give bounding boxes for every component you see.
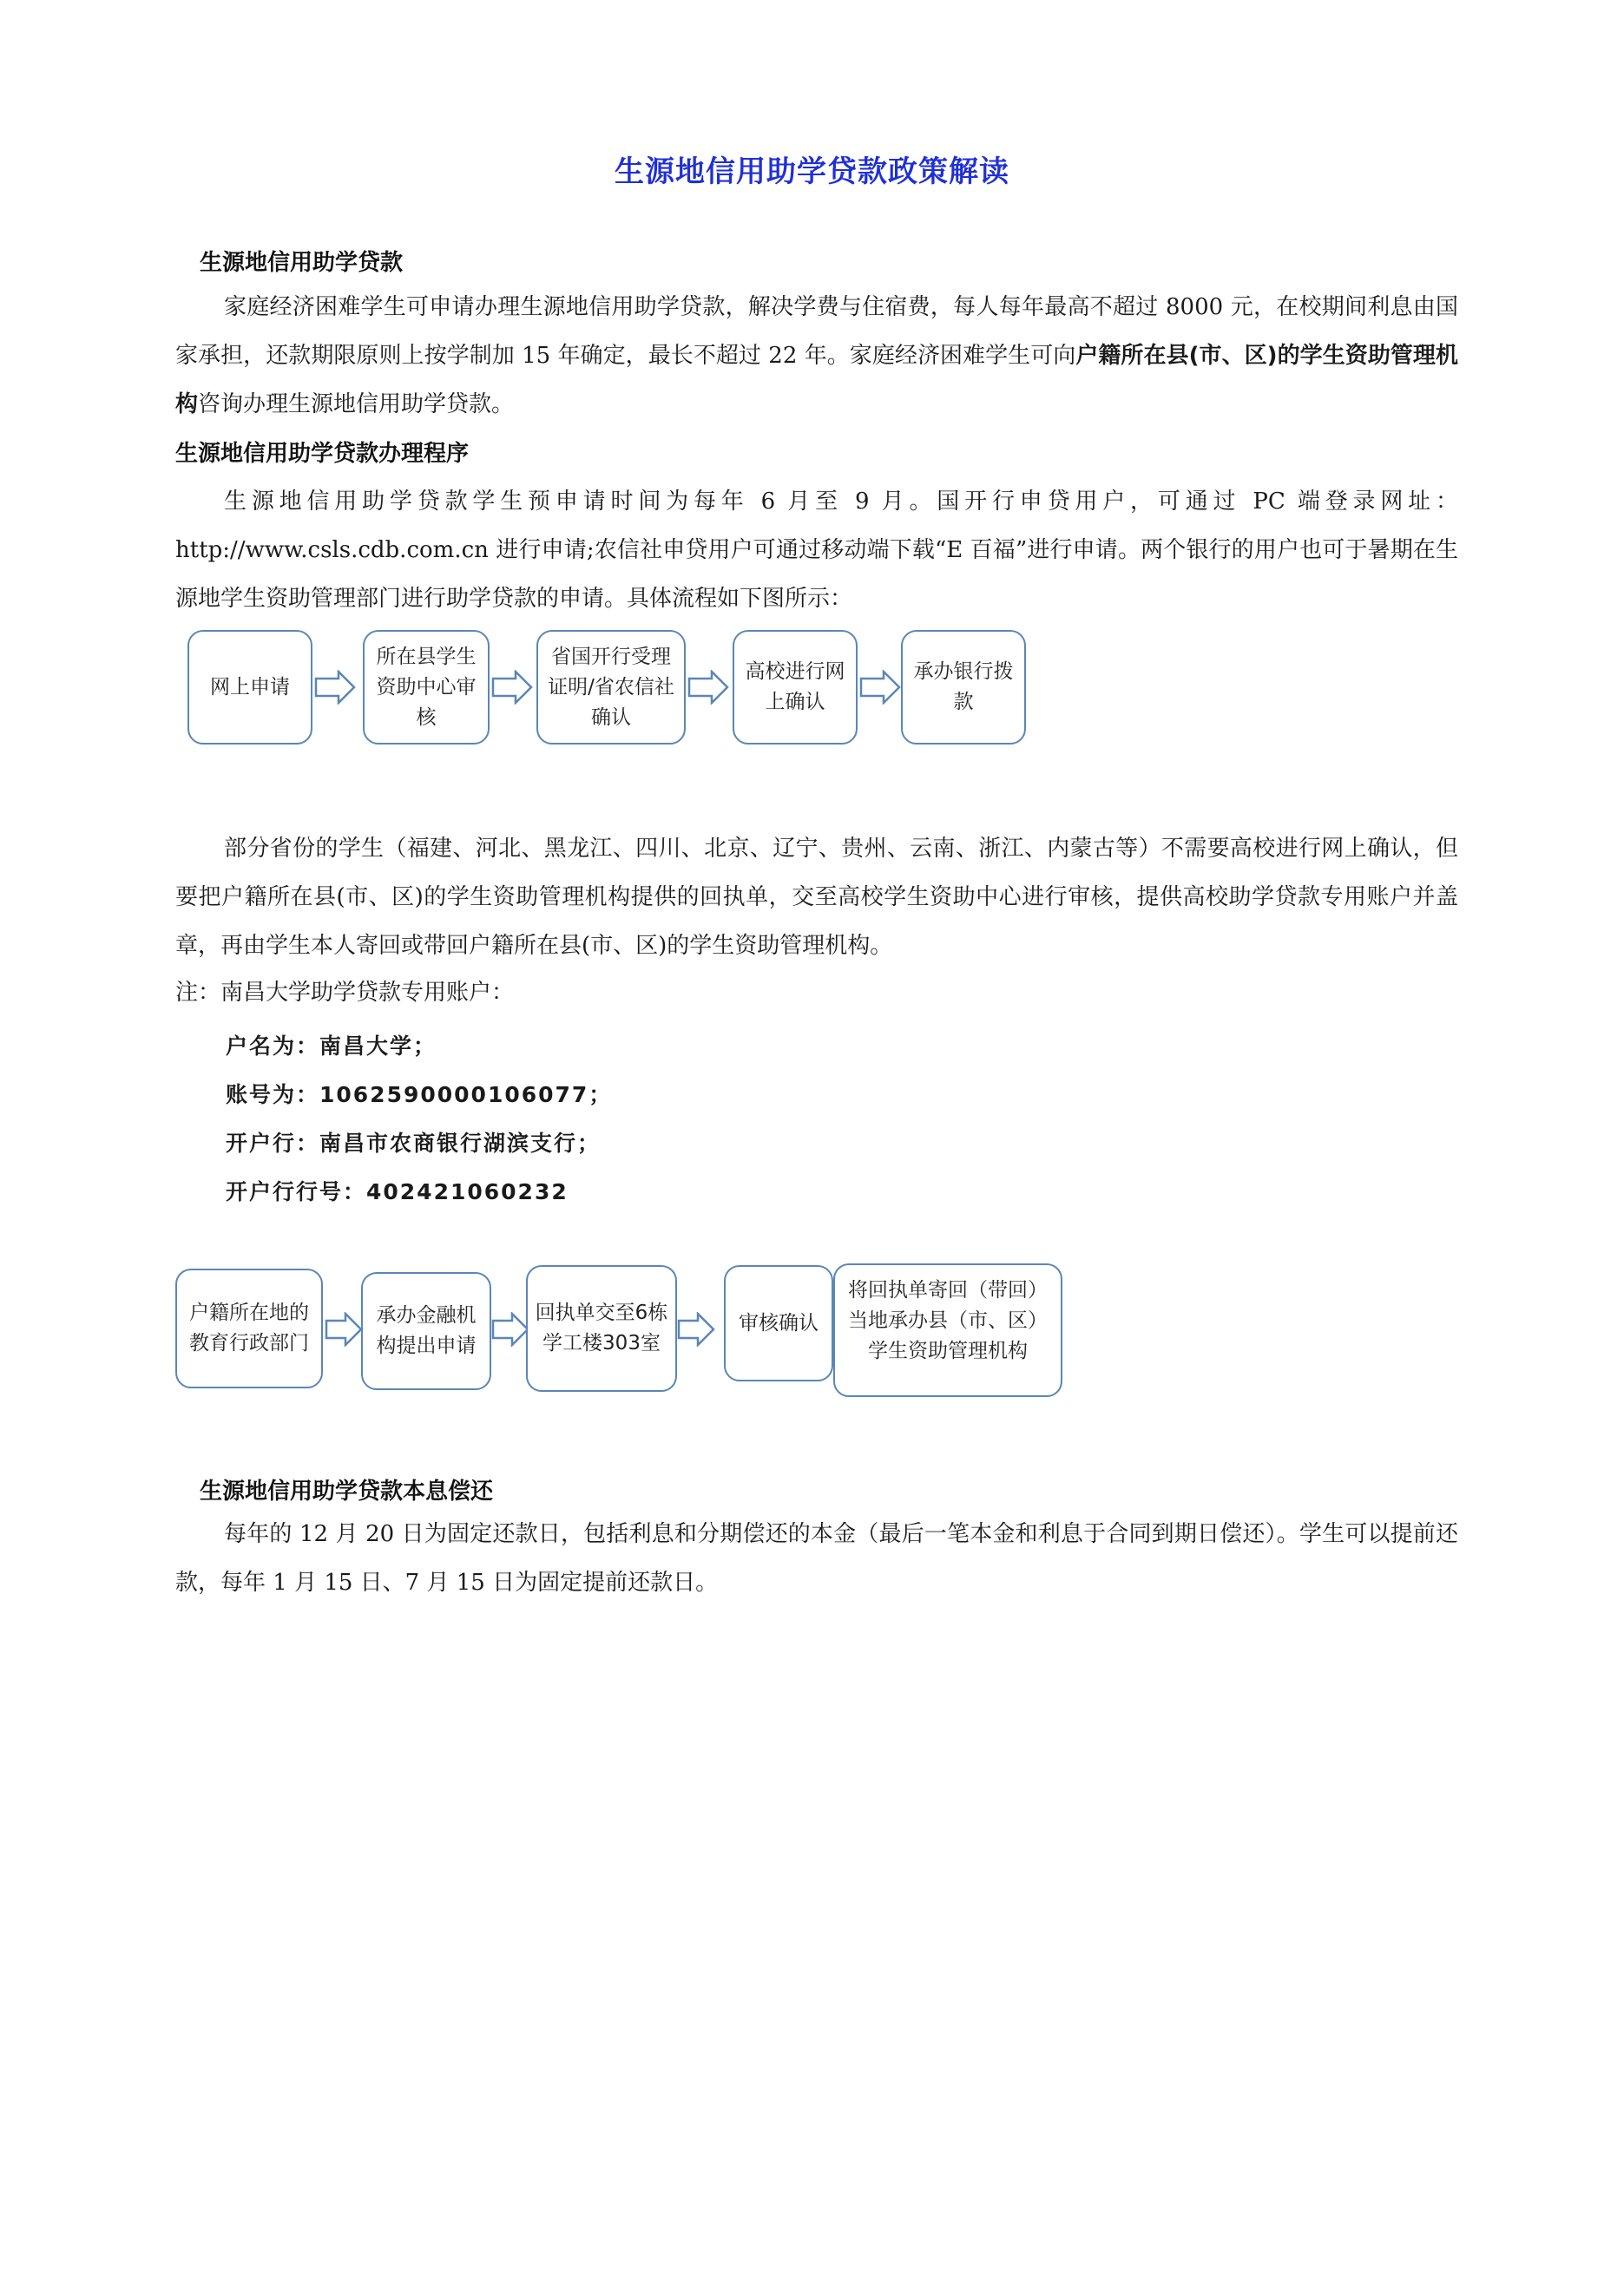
flow-arrow-icon xyxy=(314,670,358,705)
flow-step: 将回执单寄回（带回）当地承办县（市、区）学生资助管理机构 xyxy=(833,1263,1062,1397)
flow-step: 承办银行拨款 xyxy=(901,630,1026,745)
flow-arrow-icon xyxy=(859,670,903,705)
flow-step: 户籍所在地的教育行政部门 xyxy=(175,1269,323,1388)
flow-step: 回执单交至6栋学工楼303室 xyxy=(526,1265,677,1392)
account-name: 户名为：南昌大学； xyxy=(226,1033,437,1059)
flow-arrow-icon xyxy=(687,670,731,705)
section-heading-loan: 生源地信用助学贷款 xyxy=(200,250,404,276)
flow-step: 所在县学生资助中心审核 xyxy=(363,630,490,745)
paragraph-loan-intro-text: 家庭经济困难学生可申请办理生源地信用助学贷款，解决学费与住宿费，每人每年最高不超过 8000 元，在校期间利息由国家承担，还款期限原则上按学制加 15 年确定，最长不超过 22 年。家庭经济困难学生可向 xyxy=(175,294,1458,369)
paragraph-loan-intro xyxy=(175,283,1458,429)
flow-step: 承办金融机构提出申请 xyxy=(361,1272,491,1390)
flow-arrow-icon xyxy=(491,670,535,705)
flow-step: 网上申请 xyxy=(187,630,312,745)
section-heading-procedure: 生源地信用助学贷款办理程序 xyxy=(175,441,470,467)
paragraph-exception: 部分省份的学生（福建、河北、黑龙江、四川、北京、辽宁、贵州、云南、浙江、内蒙古等）不需要高校进行网上确认，但要把户籍所在县(市、区)的学生资助管理机构提供的回执单，交至高校学生资助中心进行审核，提供高校助学贷款专用账户并盖章，再由学生本人寄回或带回户籍所在县(市、区)的学生资助管理机构。 xyxy=(175,836,1458,959)
flow-step: 省国开行受理证明/省农信社确认 xyxy=(536,630,686,745)
page-title: 生源地信用助学贷款政策解读 xyxy=(615,154,1009,189)
account-number: 账号为：1062590000106077； xyxy=(226,1082,613,1107)
paragraph-loan-intro-bold: 户籍所在县(市、区)的学生资助管理机构 xyxy=(175,343,1458,417)
flow-step: 高校进行网上确认 xyxy=(733,630,858,745)
paragraph-loan-intro-end: 咨询办理生源地信用助学贷款。 xyxy=(198,391,515,417)
flow-arrow-icon xyxy=(325,1312,365,1347)
flow-arrow-icon xyxy=(677,1312,717,1347)
paragraph-procedure: 生源地信用助学贷款学生预申请时间为每年 6 月至 9 月。国开行申贷用户，可通过 PC 端登录网址：http://www.csls.cdb.com.cn 进行申请;农信社申贷用户可通过移动端下载“E 百福”进行申请。两个银行的用户也可于暑期在生源地学生资助管理部门进行助学贷款的申请。具体流程如下图所示： xyxy=(175,489,1458,612)
account-bank-number: 开户行行号：402421060232 xyxy=(226,1179,569,1204)
section-heading-repayment: 生源地信用助学贷款本息偿还 xyxy=(200,1479,494,1505)
paragraph-repayment: 每年的 12 月 20 日为固定还款日，包括利息和分期偿还的本金（最后一笔本金和利息于合同到期日偿还）。学生可以提前还款，每年 1 月 15 日、7 月 15 日为固定提前还款日。 xyxy=(175,1521,1458,1596)
account-note: 注：南昌大学助学贷款专用账户： xyxy=(175,980,515,1006)
flow-step: 审核确认 xyxy=(724,1265,833,1381)
account-bank: 开户行：南昌市农商银行湖滨支行； xyxy=(226,1131,602,1156)
